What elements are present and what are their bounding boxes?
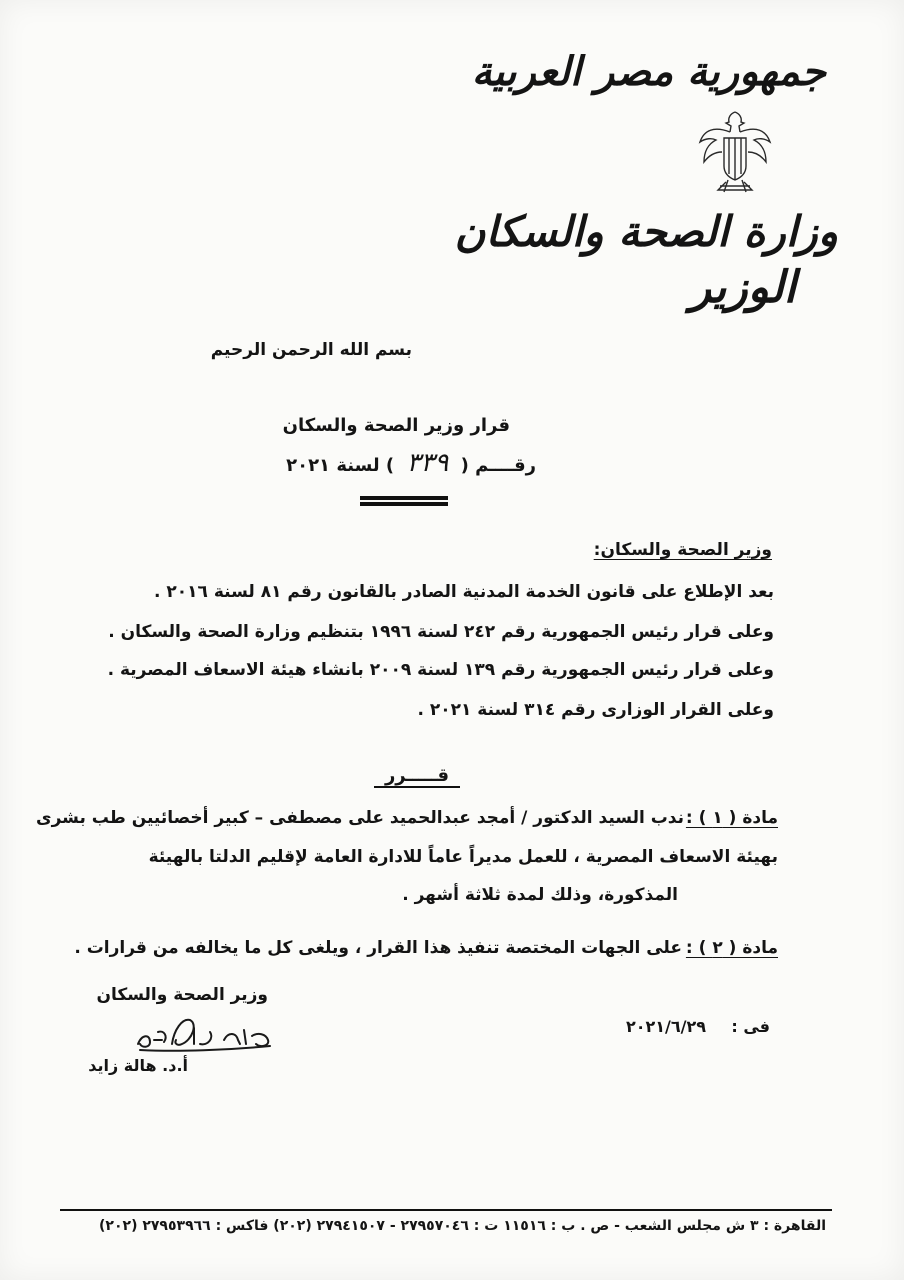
- basmala: بسم الله الرحمن الرحيم: [210, 340, 412, 360]
- article-2-label: مادة ( ٢ ) :: [685, 938, 778, 958]
- eagle-emblem-icon: [696, 108, 774, 196]
- decision-number-prefix: رقــــم (: [460, 455, 536, 476]
- letterhead-minister: الوزير: [689, 262, 796, 313]
- signature-title: وزير الصحة والسكان: [96, 985, 268, 1005]
- preamble-heading: وزير الصحة والسكان:: [593, 540, 772, 560]
- letterhead-republic: جمهورية مصر العربية: [471, 48, 826, 95]
- preamble-line: وعلى قرار رئيس الجمهورية رقم ١٣٩ لسنة ٢٠٠٩ بانشاء هيئة الاسعاف المصرية .: [107, 660, 774, 680]
- footer-rule: [60, 1209, 832, 1211]
- preamble-line: وعلى القرار الوزارى رقم ٣١٤ لسنة ٢٠٢١ .: [417, 700, 774, 720]
- article-1-line: بهيئة الاسعاف المصرية ، للعمل مديراً عاماً للادارة العامة لإقليم الدلتا بالهيئة: [148, 847, 778, 867]
- decision-title: قرار وزير الصحة والسكان: [282, 415, 510, 436]
- decides-heading: قـــــرر: [374, 765, 460, 788]
- signature-handwritten-text: د. هالة زايد: [128, 1010, 133, 1011]
- decision-number: [286, 448, 536, 478]
- decision-number-handwritten: ٣٣٩: [406, 448, 449, 478]
- article-2-line: على الجهات المختصة تنفيذ هذا القرار ، ويلغى كل ما يخالفه من قرارات .: [74, 938, 682, 958]
- preamble-line: بعد الإطلاع على قانون الخدمة المدنية الصادر بالقانون رقم ٨١ لسنة ٢٠١٦ .: [154, 582, 774, 602]
- decision-number-suffix: ) لسنة ٢٠٢١: [286, 455, 395, 476]
- footer-address: القاهرة : ٣ ش مجلس الشعب - ص . ب : ١١٥١٦ ت : ٢٧٩٥٧٠٤٦ - ٢٧٩٤١٥٠٧ (٢٠٢) فاكس : ٢٧٩٥٣٩٦٦ (٢٠٢): [99, 1218, 826, 1234]
- signature-name: أ.د. هالة زايد: [88, 1056, 188, 1075]
- article-1-line: ندب السيد الدكتور / أمجد عبدالحميد على مصطفى – كبير أخصائيين طب بشرى: [36, 808, 684, 828]
- title-double-rule: [360, 496, 448, 506]
- preamble-line: وعلى قرار رئيس الجمهورية رقم ٢٤٢ لسنة ١٩٩٦ بتنظيم وزارة الصحة والسكان .: [108, 622, 774, 642]
- handwritten-signature: [128, 1010, 278, 1058]
- article-1-label: مادة ( ١ ) :: [685, 808, 778, 828]
- date-label: فى :: [731, 1017, 770, 1036]
- letterhead-ministry: وزارة الصحة والسكان: [454, 207, 838, 256]
- date-value: ٢٠٢١/٦/٢٩: [625, 1017, 706, 1036]
- article-1-line: المذكورة، وذلك لمدة ثلاثة أشهر .: [402, 885, 678, 905]
